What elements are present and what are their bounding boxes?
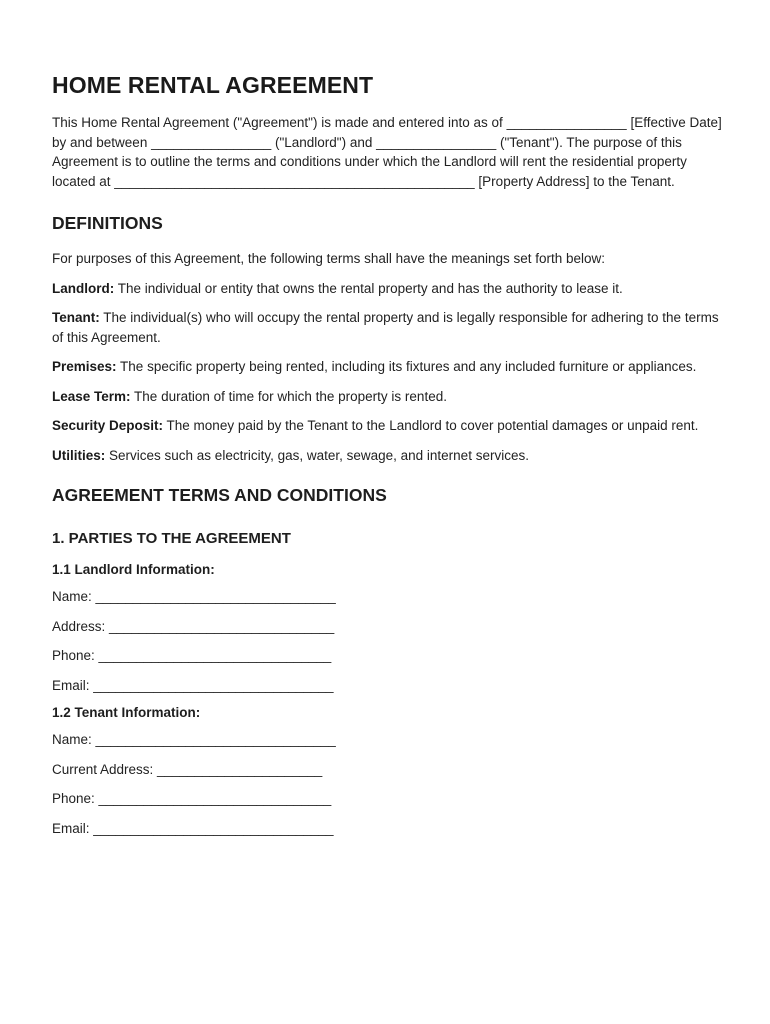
document-title: HOME RENTAL AGREEMENT bbox=[52, 72, 374, 98]
definition-premises bbox=[52, 357, 720, 377]
definition-text: The individual(s) who will occupy the rental property and is legally responsible for adhering to the terms of this Agreement. bbox=[52, 310, 719, 345]
landlord-phone-field: Phone: _______________________________ bbox=[52, 648, 332, 663]
definitions-heading: DEFINITIONS bbox=[52, 213, 163, 233]
definition-lease-term bbox=[52, 387, 720, 407]
definition-utilities bbox=[52, 446, 720, 466]
landlord-info-heading: 1.1 Landlord Information: bbox=[52, 562, 215, 577]
definition-text: The individual or entity that owns the rental property and has the authority to lease it. bbox=[114, 280, 623, 296]
tenant-phone-field: Phone: _______________________________ bbox=[52, 791, 332, 806]
tenant-address-field: Current Address: ______________________ bbox=[52, 761, 323, 777]
definition-text: The duration of time for which the property is rented. bbox=[130, 388, 447, 404]
tenant-email-field: Email: ________________________________ bbox=[52, 820, 334, 836]
intro-paragraph: This Home Rental Agreement ("Agreement") is made and entered into as of ________________ [Effective Date] by and between ________________ ("Landlord") and ________________ ("Tenant"). The purpose of this Agreement is to outline the terms and conditions under which the Landlord will rent the residential property located at ________________________________________________ [Property Address] to the Tenant. bbox=[52, 115, 722, 189]
tenant-name-field: Name: ________________________________ bbox=[52, 732, 336, 747]
definition-term: Tenant: bbox=[52, 310, 100, 325]
parties-heading: 1. PARTIES TO THE AGREEMENT bbox=[52, 530, 291, 547]
definition-text: The money paid by the Tenant to the Landlord to cover potential damages or unpaid rent. bbox=[163, 418, 699, 433]
definition-tenant bbox=[52, 308, 720, 347]
landlord-email-field: Email: ________________________________ bbox=[52, 677, 334, 693]
definition-term: Premises: bbox=[52, 359, 117, 374]
definition-text: Services such as electricity, gas, water, sewage, and internet services. bbox=[105, 447, 529, 463]
definition-term: Utilities: bbox=[52, 447, 106, 463]
definition-landlord bbox=[52, 279, 720, 299]
definition-term: Lease Term: bbox=[52, 388, 131, 404]
tenant-info-heading: 1.2 Tenant Information: bbox=[52, 705, 201, 720]
definition-term: Security Deposit: bbox=[52, 418, 164, 433]
landlord-address-field: Address: ______________________________ bbox=[52, 618, 335, 634]
landlord-name-field: Name: ________________________________ bbox=[52, 589, 336, 604]
definition-term: Landlord: bbox=[52, 280, 115, 296]
terms-heading: AGREEMENT TERMS AND CONDITIONS bbox=[52, 485, 387, 505]
definition-text: The specific property being rented, including its fixtures and any included furniture or appliances. bbox=[116, 359, 697, 374]
definition-security-deposit bbox=[52, 416, 720, 436]
definitions-lead: For purposes of this Agreement, the following terms shall have the meanings set forth below: bbox=[52, 251, 606, 266]
